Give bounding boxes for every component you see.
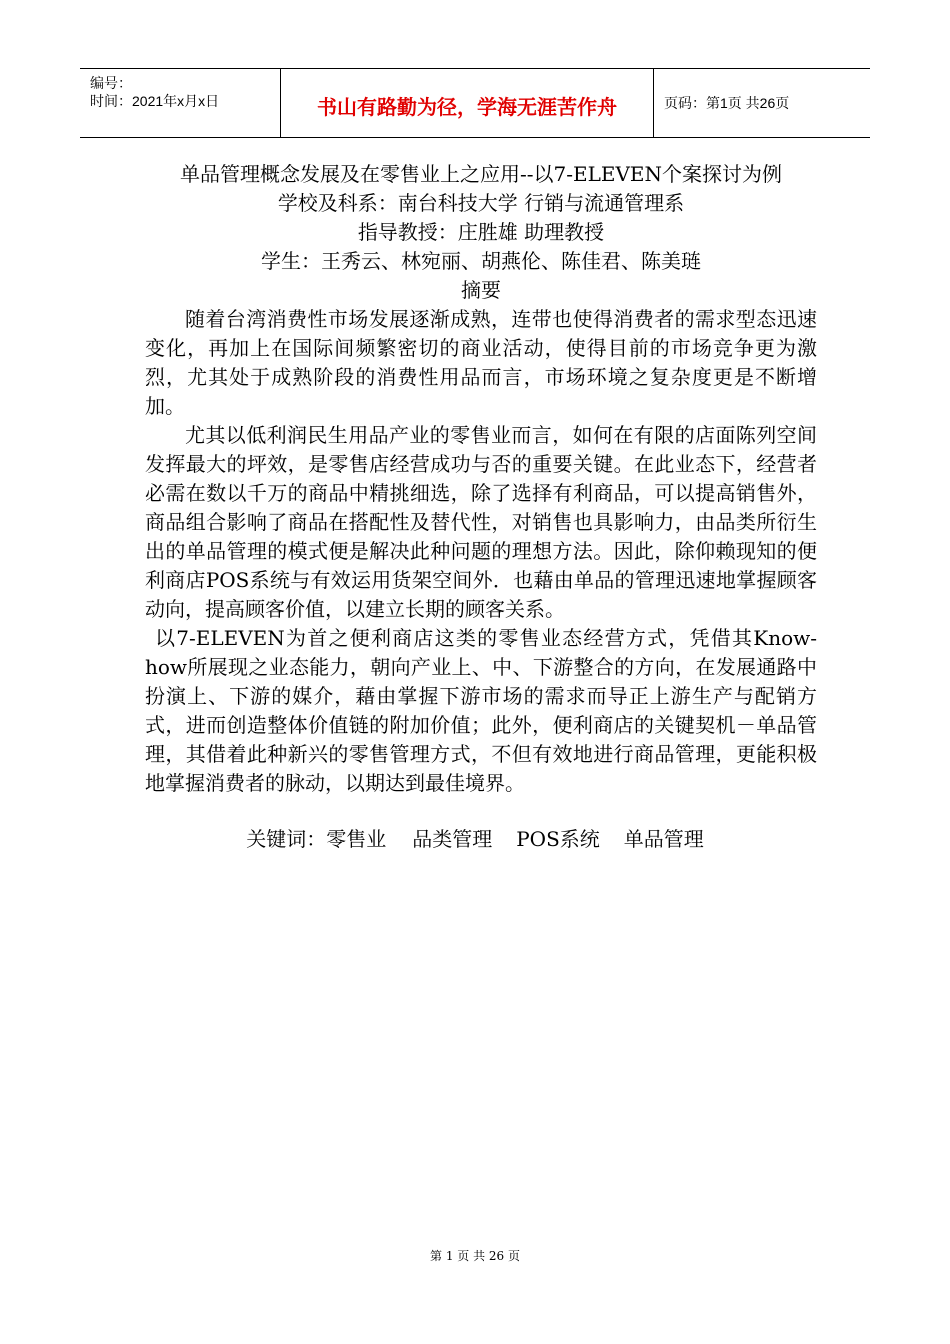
advisor-line: 指导教授：庄胜雄 助理教授 (357, 220, 605, 244)
header-page-info: 页码：第1页 共26页 (664, 95, 790, 111)
keywords-line (145, 825, 817, 854)
abstract-paragraph: 以7-ELEVEN为首之便利商店这类的零售业态经营方式，凭借其Know-how所展现之业态能力，朝向产业上、中、下游整合的方向，在发展通路中扮演上、下游的媒介，藉由掌握下游市场的需求而导正上游生产与配销方式，进而创造整体价值链的附加价值；此外，便利商店的关键契机－单品管理，其借着此种新兴的零售管理方式，不但有效地进行商品管理，更能积极地掌握消费者的脉动，以期达到最佳境界。 (145, 626, 817, 795)
page-footer: 第 1 页 共 26 页 (430, 1249, 520, 1263)
page-header (80, 68, 870, 138)
keyword: 品类管理 (412, 827, 493, 851)
document-title: 单品管理概念发展及在零售业上之应用--以7-ELEVEN个案探讨为例 (179, 162, 783, 186)
school-line: 学校及科系：南台科技大学 行销与流通管理系 (277, 191, 685, 215)
keyword: 零售业 (326, 827, 387, 851)
keywords-label: 关键词： (246, 827, 327, 851)
header-motto: 书山有路勤为径，学海无涯苦作舟 (281, 69, 654, 137)
abstract-paragraph: 随着台湾消费性市场发展逐渐成熟，连带也使得消费者的需求型态迅速变化，再加上在国际间频繁密切的商业活动，使得目前的市场竞争更为激烈，尤其处于成熟阶段的消费性用品而言，市场环境之复杂度更是不断增加。 (145, 307, 817, 418)
time-label: 时间：2021年x月x日 (90, 93, 220, 109)
keyword: 单品管理 (623, 827, 704, 851)
keyword: POS系统 (516, 827, 600, 851)
abstract-paragraph: 尤其以低利润民生用品产业的零售业而言，如何在有限的店面陈列空间发挥最大的坪效，是零售店经营成功与否的重要关键。在此业态下，经营者必需在数以千万的商品中精挑细选，除了选择有利商品，可以提高销售外，商品组合影响了商品在搭配性及替代性，对销售也具影响力，由品类所衍生出的单品管理的模式便是解决此种问题的理想方法。因此，除仰赖现知的便利商店POS系统与有效运用货架空间外．也藉由单品的管理迅速地掌握顾客动向，提高顾客价值，以建立长期的顾客关系。 (145, 423, 817, 621)
serial-label: 编号： (90, 75, 132, 91)
students-line: 学生：王秀云、林宛丽、胡燕伦、陈佳君、陈美琏 (261, 249, 701, 273)
header-meta (80, 69, 281, 137)
abstract-heading: 摘要 (461, 278, 501, 302)
document-body (145, 160, 817, 854)
